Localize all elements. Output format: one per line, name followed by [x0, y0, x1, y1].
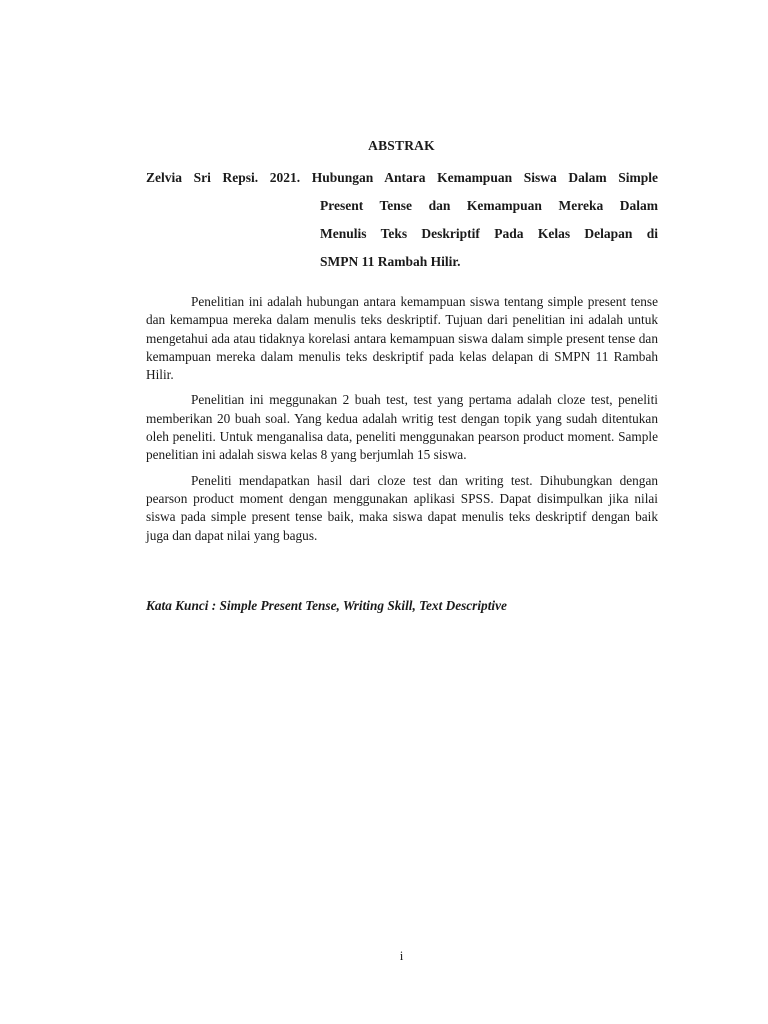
paragraph: Penelitian ini meggunakan 2 buah test, test yang pertama adalah cloze test, peneliti memberikan 20 buah soal. Yang kedua adalah writig test dengan topik yang sudah ditentukan oleh peneliti. Untuk menganalisa data, peneliti menggunakan pearson product moment. Sample penelitian ini adalah siswa kelas 8 yang berjumlah 15 siswa.	[146, 392, 658, 463]
abstract-body	[146, 293, 658, 552]
citation-line: SMPN 11 Rambah Hilir.	[320, 254, 461, 269]
paragraph: Penelitian ini adalah hubungan antara kemampuan siswa tentang simple present tense dan kemampua mereka dalam menulis teks deskriptif. Tujuan dari penelitian ini adalah untuk mengetahui ada atau tidaknya korelasi antara kemampuan siswa dalam simple present tense dan kemampuan mereka dalam menulis teks deskriptif pada kelas delapan di SMPN 11 Rambah Hilir.	[146, 294, 658, 383]
paragraph: Peneliti mendapatkan hasil dari cloze test dan writing test. Dihubungkan dengan pearson product moment dengan menggunakan aplikasi SPSS. Dapat disimpulkan jika nilai siswa pada simple present tense baik, maka siswa dapat menulis teks deskriptif dengan baik juga dan dapat nilai yang bagus.	[146, 472, 658, 543]
citation-continuation	[320, 197, 658, 281]
citation-line: Present Tense dan Kemampuan Mereka Dalam	[320, 198, 658, 213]
citation-first-line: Zelvia Sri Repsi. 2021. Hubungan Antara Kemampuan Siswa Dalam Simple	[146, 170, 658, 185]
citation-block	[146, 169, 658, 281]
citation-line: Menulis Teks Deskriptif Pada Kelas Delapan di	[320, 226, 658, 241]
keywords-line: Kata Kunci : Simple Present Tense, Writing Skill, Text Descriptive	[146, 598, 507, 613]
abstract-title: ABSTRAK	[368, 138, 435, 153]
page-number: i	[399, 948, 404, 963]
